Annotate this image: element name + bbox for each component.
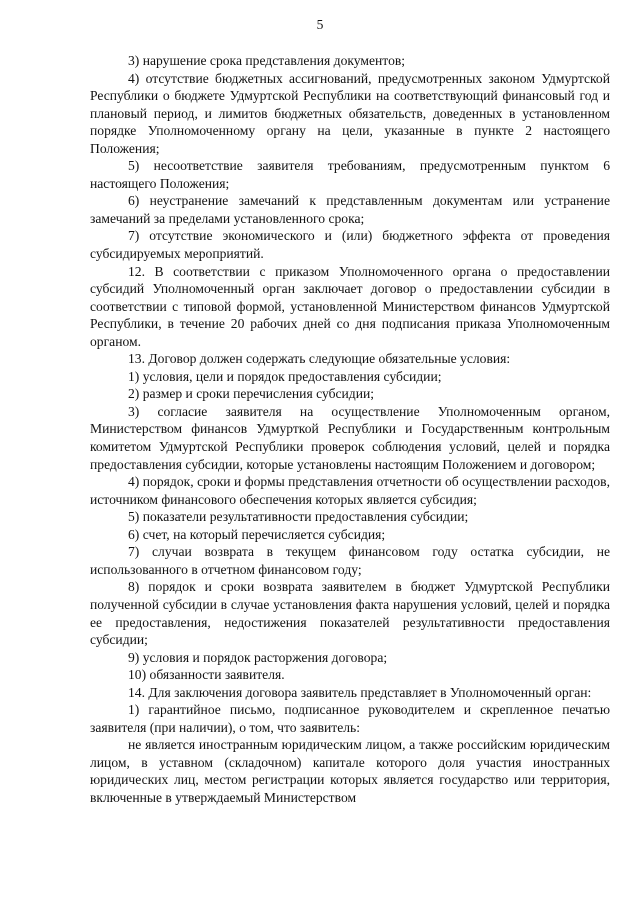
paragraph: 5) показатели результативности предоставления субсидии; xyxy=(128,509,469,525)
paragraph: 13. Договор должен содержать следующие обязательные условия: xyxy=(128,351,511,367)
document-body xyxy=(90,52,610,807)
paragraph: не является иностранным юридическим лицом, а также российским юридическим лицом, в уставном (складочном) капитале которого доля участия иностранных юридических лиц, местом регистрации которых является государство или территория, включенные в утверждаемый Министерством xyxy=(90,737,610,805)
paragraph: 4) порядок, сроки и формы представления отчетности об осуществлении расходов, источником финансового обеспечения которых является субсидия; xyxy=(90,474,610,507)
paragraph: 7) отсутствие экономического и (или) бюджетного эффекта от проведения субсидируемых мероприятий. xyxy=(90,228,610,262)
paragraph: 2) размер и сроки перечисления субсидии; xyxy=(128,386,375,402)
paragraph: 14. Для заключения договора заявитель представляет в Уполномоченный орган: xyxy=(128,684,592,700)
paragraph: 5) несоответствие заявителя требованиям, предусмотренным пунктом 6 настоящего Положения; xyxy=(90,158,610,191)
paragraph: 6) счет, на который перечисляется субсидия; xyxy=(128,526,386,542)
paragraph: 1) гарантийное письмо, подписанное руководителем и скрепленное печатью заявителя (при наличии), о том, что заявитель: xyxy=(90,702,610,735)
paragraph: 12. В соответствии с приказом Уполномоченного органа о предоставлении субсидий Уполномоченный орган заключает договор о предоставлении субсидии в соответствии с типовой формой, установленной Министерством финансов Удмуртской Республики, в течение 20 рабочих дней со дня подписания приказа Уполномоченным органом. xyxy=(90,263,610,349)
paragraph: 9) условия и порядок расторжения договора; xyxy=(128,649,388,665)
paragraph: 8) порядок и сроки возврата заявителем в бюджет Удмуртской Республики полученной субсидии в случае установления факта нарушения условий, целей и порядка ее предоставления, недостижения показателей результативности предоставления субсидии; xyxy=(90,579,610,648)
paragraph: 6) неустранение замечаний к представленным документам или устранение замечаний за пределами установленного срока; xyxy=(90,193,610,226)
paragraph: 1) условия, цели и порядок предоставления субсидии; xyxy=(128,368,442,384)
paragraph: 7) случаи возврата в текущем финансовом году остатка субсидии, не использованного в отчетном финансовом году; xyxy=(90,544,610,577)
page-number: 5 xyxy=(316,17,324,32)
paragraph: 4) отсутствие бюджетных ассигнований, предусмотренных законом Удмуртской Республики о бюджете Удмуртской Республики на соответствующий финансовый год и плановый период, и лимитов бюджетных обязательств, доведенных в установленном порядке Уполномоченному органу на цели, указанные в пункте 2 настоящего Положения; xyxy=(90,70,610,156)
paragraph: 3) нарушение срока представления документов; xyxy=(128,53,406,68)
paragraph: 10) обязанности заявителя. xyxy=(128,667,285,683)
paragraph: 3) согласие заявителя на осуществление Уполномоченным органом, Министерством финансов Удмурткой Республики и Государственным контрольным комитетом Удмуртской Республики проверок соблюдения условий, целей и порядка предоставления субсидии, которые установлены настоящим Положением и договором; xyxy=(90,403,610,472)
